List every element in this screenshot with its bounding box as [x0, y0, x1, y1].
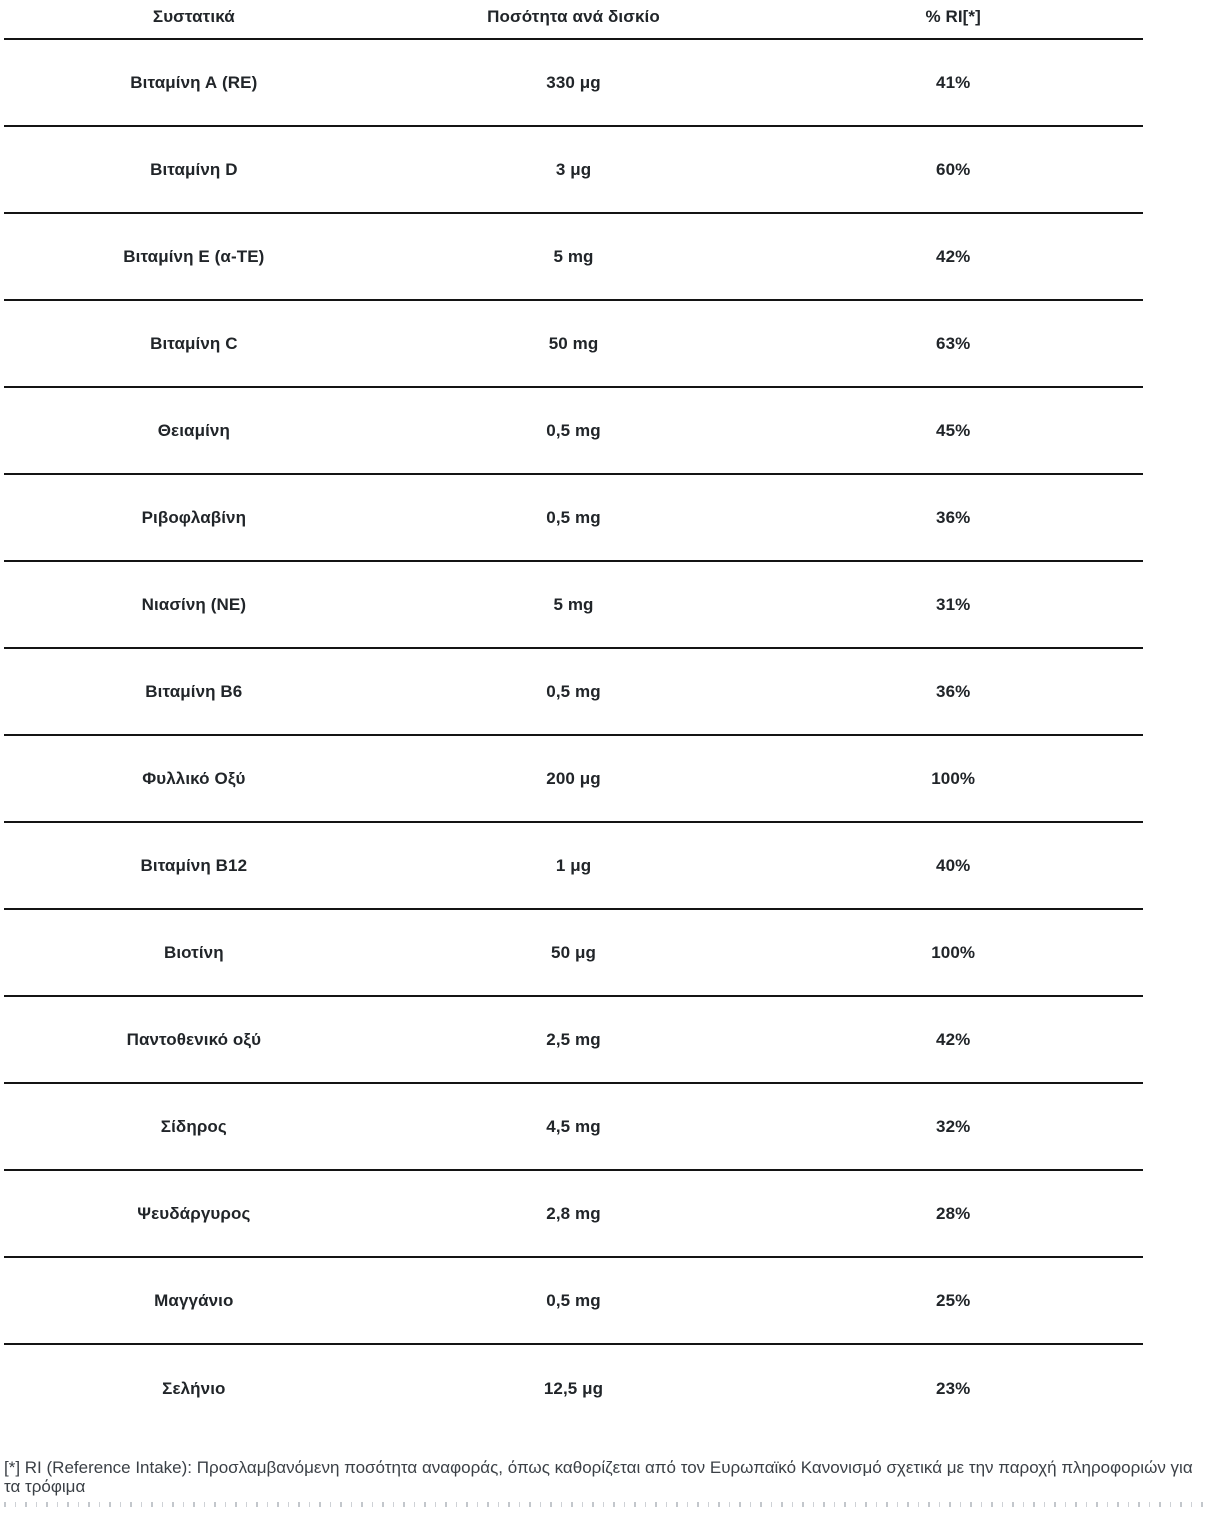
- table-row: [4, 997, 1143, 1084]
- ingredient-cell: Βιοτίνη: [163, 942, 224, 962]
- amount-cell: 3 μg: [555, 159, 592, 179]
- ri-percent-cell: 42%: [936, 246, 971, 266]
- table-row: [4, 562, 1143, 649]
- table-row: [4, 214, 1143, 301]
- table-row: [4, 823, 1143, 910]
- ri-percent-cell: 36%: [936, 507, 971, 527]
- table-body: [4, 40, 1143, 1432]
- reference-intake-footnote: [*] RI (Reference Intake): Προσλαμβανόμενη ποσότητα αναφοράς, όπως καθορίζεται από τον Ευρωπαϊκό Κανονισμό σχετικά με την παροχή πληροφοριών για τα τρόφιμα: [4, 1458, 1193, 1496]
- table-row: [4, 736, 1143, 823]
- nutrition-table: [4, 0, 1143, 1432]
- amount-cell: 12,5 μg: [543, 1378, 604, 1398]
- header-amount-per-tablet: Ποσότητα ανά δισκίο: [487, 7, 660, 26]
- ri-percent-cell: 41%: [936, 72, 971, 92]
- table-row: [4, 127, 1143, 214]
- ri-percent-cell: 32%: [936, 1116, 971, 1136]
- ri-percent-cell: 40%: [936, 855, 971, 875]
- amount-cell: 50 μg: [551, 942, 596, 962]
- table-row: [4, 475, 1143, 562]
- amount-cell: 0,5 mg: [546, 507, 601, 527]
- amount-cell: 5 mg: [553, 246, 594, 266]
- ri-percent-cell: 63%: [936, 333, 971, 353]
- ri-percent-cell: 100%: [931, 768, 976, 788]
- ingredient-cell: Ψευδάργυρος: [137, 1203, 251, 1223]
- ingredient-cell: Βιταμίνη Β6: [145, 681, 243, 701]
- ri-percent-cell: 60%: [936, 159, 971, 179]
- amount-cell: 50 mg: [548, 333, 599, 353]
- amount-cell: 5 mg: [553, 594, 594, 614]
- ri-percent-cell: 28%: [936, 1203, 971, 1223]
- ingredient-cell: Θειαμίνη: [157, 420, 230, 440]
- amount-cell: 1 μg: [555, 855, 592, 875]
- ingredient-cell: Βιταμίνη Β12: [140, 855, 248, 875]
- amount-cell: 200 μg: [546, 768, 601, 788]
- table-row: [4, 649, 1143, 736]
- table-row: [4, 910, 1143, 997]
- ingredient-cell: Φυλλικό Οξύ: [142, 768, 246, 788]
- ri-percent-cell: 45%: [936, 420, 971, 440]
- header-percent-ri: % RI[*]: [925, 7, 981, 26]
- table-row: [4, 388, 1143, 475]
- ingredient-cell: Σελήνιο: [162, 1378, 226, 1398]
- amount-cell: 2,5 mg: [546, 1029, 601, 1049]
- ingredient-cell: Βιταμίνη C: [150, 333, 238, 353]
- amount-cell: 330 μg: [546, 72, 601, 92]
- ingredient-cell: Βιταμίνη Α (RE): [130, 72, 258, 92]
- table-header-row: [4, 0, 1143, 40]
- ri-percent-cell: 31%: [936, 594, 971, 614]
- table-row: [4, 40, 1143, 127]
- ingredient-cell: Βιταμίνη Ε (α-ΤΕ): [123, 246, 265, 266]
- table-row: [4, 301, 1143, 388]
- ri-percent-cell: 100%: [931, 942, 976, 962]
- amount-cell: 2,8 mg: [546, 1203, 601, 1223]
- amount-cell: 0,5 mg: [546, 1290, 601, 1310]
- amount-cell: 0,5 mg: [546, 420, 601, 440]
- table-row: [4, 1171, 1143, 1258]
- ri-percent-cell: 25%: [936, 1290, 971, 1310]
- header-ingredients: Συστατικά: [152, 7, 235, 26]
- amount-cell: 4,5 mg: [546, 1116, 601, 1136]
- ri-percent-cell: 36%: [936, 681, 971, 701]
- ingredient-cell: Μαγγάνιο: [154, 1290, 234, 1310]
- clipped-text-remnant: [4, 1502, 1206, 1507]
- amount-cell: 0,5 mg: [546, 681, 601, 701]
- table-row: [4, 1345, 1143, 1432]
- ingredient-cell: Βιταμίνη D: [150, 159, 238, 179]
- ingredient-cell: Νιασίνη (ΝΕ): [141, 594, 247, 614]
- table-row: [4, 1258, 1143, 1345]
- ri-percent-cell: 42%: [936, 1029, 971, 1049]
- ingredient-cell: Ριβοφλαβίνη: [141, 507, 247, 527]
- table-row: [4, 1084, 1143, 1171]
- ingredient-cell: Σίδηρος: [160, 1116, 227, 1136]
- ingredient-cell: Παντοθενικό οξύ: [126, 1029, 262, 1049]
- ri-percent-cell: 23%: [936, 1378, 971, 1398]
